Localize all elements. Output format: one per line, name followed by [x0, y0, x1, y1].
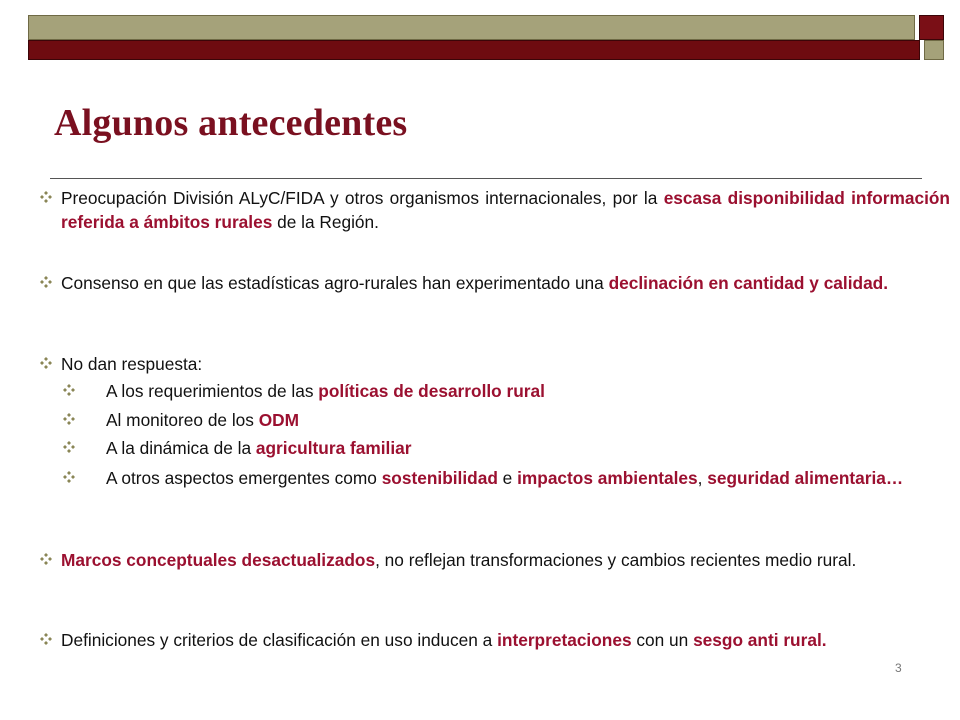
highlight-segment: declinación en cantidad y calidad. — [608, 273, 889, 293]
diamond-bullet-icon — [40, 633, 52, 645]
highlight-segment: Marcos conceptuales desactualizados — [61, 550, 376, 570]
text-segment: Definiciones y criterios de clasificación en uso inducen a — [61, 630, 498, 650]
highlight-segment: ODM — [258, 410, 300, 430]
highlight-segment: impactos ambientales — [517, 468, 698, 488]
diamond-bullet-icon — [63, 441, 75, 453]
slide-title: Algunos antecedentes — [54, 102, 408, 144]
highlight-segment: agricultura familiar — [255, 438, 412, 458]
sub-bullet-text-2 — [106, 408, 950, 432]
highlight-segment: sostenibilidad — [381, 468, 498, 488]
text-segment: A otros aspectos emergentes como — [106, 468, 382, 488]
bullet-text-1 — [61, 186, 950, 234]
highlight-segment: interpretaciones — [497, 630, 632, 650]
highlight-segment: seguridad alimentaria… — [707, 468, 904, 488]
header-bar-olive — [28, 15, 944, 40]
highlight-segment: escasa disponibilidad información referida a ámbitos rurales — [61, 188, 950, 232]
bullet-text-5 — [61, 628, 950, 652]
sub-bullet-text-1 — [106, 379, 950, 403]
diamond-bullet-icon — [40, 357, 52, 369]
text-segment: A la dinámica de la — [106, 438, 256, 458]
text-segment: , no reflejan transformaciones y cambios recientes medio rural. — [375, 550, 857, 570]
highlight-segment: políticas de desarrollo rural — [318, 381, 545, 401]
text-segment: e — [497, 468, 518, 488]
diamond-bullet-icon — [40, 276, 52, 288]
diamond-bullet-icon — [40, 191, 52, 203]
highlight-segment: sesgo anti rural. — [693, 630, 827, 650]
diamond-bullet-icon — [40, 553, 52, 565]
header-square-olive — [924, 40, 944, 60]
text-segment: Preocupación División ALyC/FIDA y otros organismos internacionales, por la — [61, 188, 664, 208]
text-segment: Consenso en que las estadísticas agro-rurales han experimentado una — [61, 273, 609, 293]
text-segment: con un — [631, 630, 694, 650]
diamond-bullet-icon — [63, 413, 75, 425]
header-square-maroon — [919, 15, 944, 40]
diamond-bullet-icon — [63, 384, 75, 396]
text-segment: A los requerimientos de las — [106, 381, 319, 401]
header-bar-maroon-strip — [28, 40, 920, 60]
title-divider — [50, 178, 922, 179]
bullet-text-3: No dan respuesta: — [61, 354, 203, 374]
bullet-text-2 — [61, 271, 950, 295]
sub-bullet-text-3 — [106, 436, 950, 460]
diamond-bullet-icon — [63, 471, 75, 483]
header-bar-maroon — [28, 40, 944, 60]
text-segment: , — [697, 468, 708, 488]
bullet-text-4 — [61, 548, 950, 572]
text-segment: de la Región. — [272, 212, 379, 232]
header-bar-olive-strip — [28, 15, 915, 40]
page-number: 3 — [895, 661, 902, 675]
sub-bullet-text-4 — [106, 466, 950, 490]
text-segment: Al monitoreo de los — [106, 410, 259, 430]
